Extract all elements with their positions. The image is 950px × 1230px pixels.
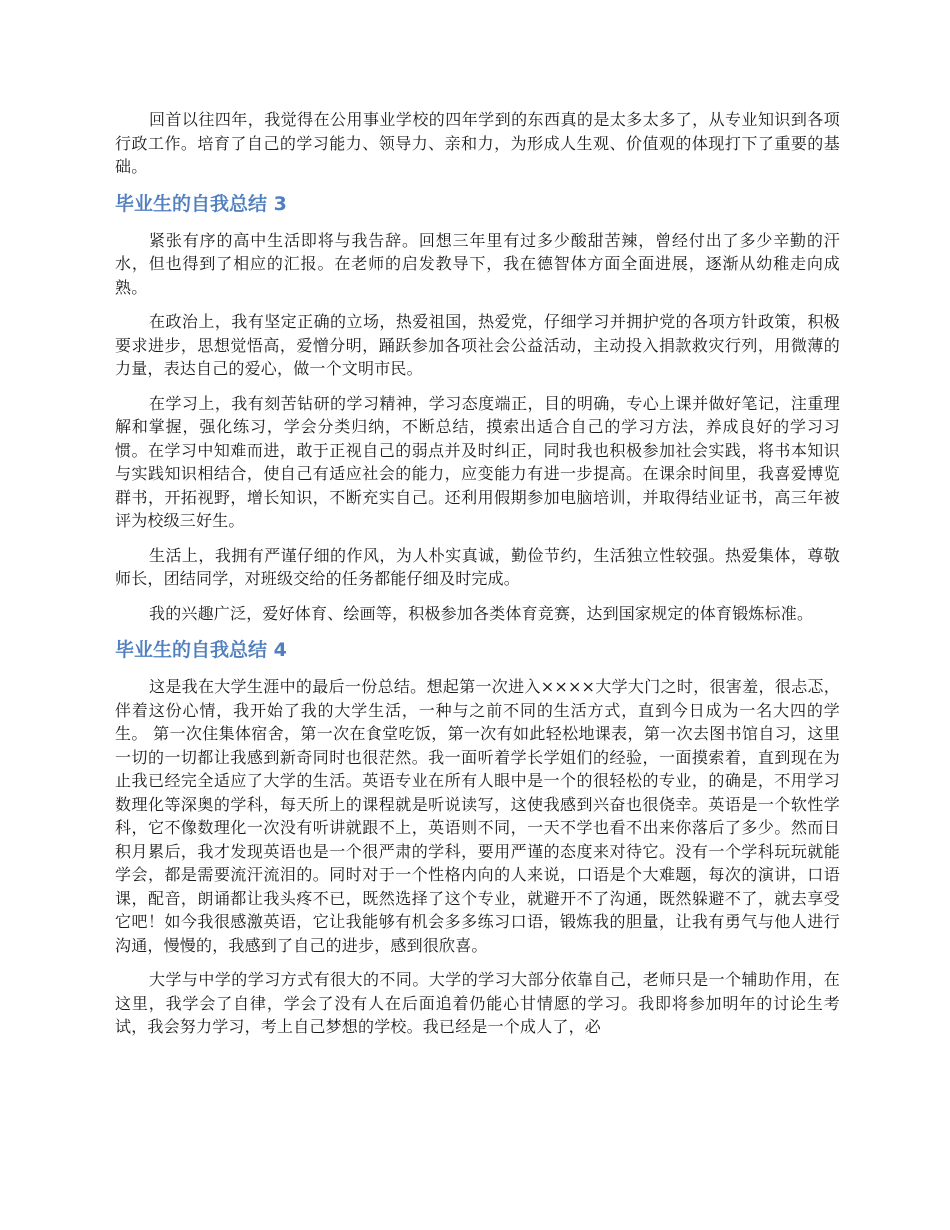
section-3-paragraph: 我的兴趣广泛，爱好体育、绘画等，积极参加各类体育竞赛，达到国家规定的体育锻炼标准。 (149, 603, 814, 623)
section-3-heading: 毕业生的自我总结 3 (115, 192, 287, 215)
section-3-paragraph: 生活上，我拥有严谨仔细的作风，为人朴实真诚，勤俭节约，生活独立性较强。热爱集体，尊敬师长，团结同学，对班级交给的任务都能仔细及时完成。 (115, 545, 840, 588)
section-3-paragraph: 在政治上，我有坚定正确的立场，热爱祖国，热爱党，仔细学习并拥护党的各项方针政策，积极要求进步，思想觉悟高，爱憎分明，踊跃参加各项社会公益活动，主动投入捐款救灾行列，用微薄的力量，表达自己的爱心，做一个文明市民。 (115, 312, 840, 378)
section-4-paragraph: 这是我在大学生涯中的最后一份总结。想起第一次进入××××大学大门之时，很害羞，很忐忑，伴着这份心情，我开始了我的大学生活，一种与之前不同的生活方式，直到今日成为一名大四的学生。 第一次住集体宿舍，第一次在食堂吃饭，第一次有如此轻松地课表，第一次去图书馆自习，这里一切的一切都让我感到新奇同时也很茫然。我一面听着学长学姐们的经验，一面摸索着，直到现在为止我已经完全适应了大学的生活。英语专业在所有人眼中是一个的很轻松的专业，的确是，不用学习数理化等深奥的学科，每天所上的课程就是听说读写，这使我感到兴奋也很侥幸。英语是一个软性学科，它不像数理化一次没有听讲就跟不上，英语则不同，一天不学也看不出来你落后了多少。然而日积月累后，我才发现英语也是一个很严肃的学科，要用严谨的态度来对待它。没有一个学科玩玩就能学会，都是需要流汗流泪的。同时对于一个性格内向的人来说，口语是个大难题，每次的演讲，口语课，配音，朗诵都让我头疼不已，既然选择了这个专业，就避开不了沟通，既然躲避不了，就去享受它吧！如今我很感激英语，它让我能够有机会多多练习口语，锻炼我的胆量，让我有勇气与他人进行沟通，慢慢的，我感到了自己的进步，感到很欣喜。 (115, 677, 840, 955)
intro-paragraph: 回首以往四年，我觉得在公用事业学校的四年学到的东西真的是太多太多了，从专业知识到各项行政工作。培育了自己的学习能力、领导力、亲和力，为形成人生观、价值观的体现打下了重要的基础。 (115, 110, 840, 176)
document-page (115, 108, 840, 1050)
section-3-paragraph: 紧张有序的高中生活即将与我告辞。回想三年里有过多少酸甜苦辣，曾经付出了多少辛勤的汗水，但也得到了相应的汇报。在老师的启发教导下，我在德智体方面全面进展，逐渐从幼稚走向成熟。 (115, 230, 840, 297)
section-3-paragraph: 在学习上，我有刻苦钻研的学习精神，学习态度端正，目的明确，专心上课并做好笔记，注重理解和掌握，强化练习，学会分类归纳，不断总结，摸索出适合自己的学习方法，养成良好的学习习惯。在学习中知难而进，敢于正视自己的弱点并及时纠正，同时我也积极参加社会实践，将书本知识与实践知识相结合，使自己有适应社会的能力，应变能力有进一步提高。在课余时间里，我喜爱博览群书，开拓视野，增长知识，不断充实自己。还利用假期参加电脑培训，并取得结业证书，高三年被评为校级三好生。 (115, 393, 840, 530)
section-4-paragraph: 大学与中学的学习方式有很大的不同。大学的学习大部分依靠自己，老师只是一个辅助作用，在这里，我学会了自律，学会了没有人在后面追着仍能心甘情愿的学习。我即将参加明年的讨论生考试，我会努力学习，考上自己梦想的学校。我已经是一个成人了，必 (115, 970, 840, 1036)
section-4-heading: 毕业生的自我总结 4 (115, 639, 287, 661)
